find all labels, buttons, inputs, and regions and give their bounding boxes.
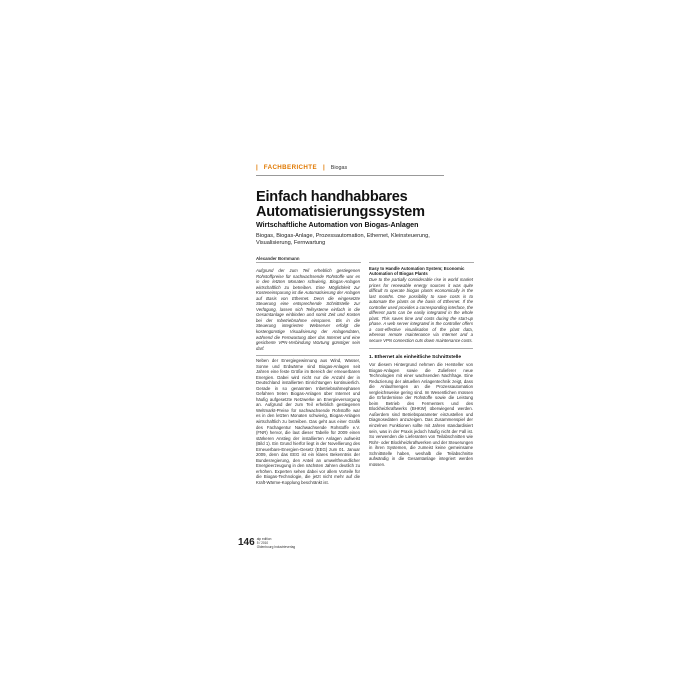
article-title-line-2: Automatisierungssystem xyxy=(256,204,425,220)
author-rule-left xyxy=(256,262,361,263)
body-text-left: Neben der Energiegewinnung aus Wind, Wasser, Sonne und Erdwärme sind Biogas-Anlagen seit Jahren eine feste Größe im Bereich der erneuerbaren Energien. Dabei wird nicht nur die Anzahl der in Deutschland installierten Einrichtungen kontinuierlich. Gerade in so genannten Inbetriebnahmephasen Gefahren treten Biogas-Anlagen über Internet und häufig aufgesetzte Netzwerke an Energieversorgung an. Aufgrund der zum Teil erheblich gestiegenen Weltmarkt-Preise für nachwachsende Rohstoffe war es in den letzten Monaten schwierig, Biogas-Anlagen wirtschaftlich zu betreiben. Das geht aus einer Grafik des Fachagentur Nachwachsende Rohstoffe e.V. (FNR) hervor, die laut dieser Tabelle für 2009 einen stärkeren Anstieg der installierten Anlagen aufweist (Bild 1). Ein Grund hierfür liegt in der Novellierung des Erneuerbare-Energien-Gesetz (EEG) zum 01. Januar 2009, denn das EEG ist ein klares Bekenntnis der Bundesregierung, den Anteil an umweltfreundlicher Energieerzeugung in den nächsten Jahren deutlich zu erhöhen. Experten sehen dabei vor allem Vorteile für die Biogas-Technologie, die jetzt nicht mehr auf die Kraft-Wärme-Kopplung beschränkt ist. xyxy=(256,358,360,486)
article-title xyxy=(256,190,506,220)
page-footer xyxy=(238,538,295,549)
article-keywords: Biogas, Biogas-Anlage, Prozessautomation, Ethernet, Kleinsteuerung, Visualisierung, Fernwartung xyxy=(256,233,430,246)
body-text-right: Vor diesem Hintergrund nehmen die Hersteller von Biogas-Anlagen sowie die Zulieferer neue Technologien mit einer wachsenden Nachfrage. Eine Reduzierung der aktuellen Anlagentechnik zeigt, dass die Anlaufmengen an die Prozessautomation vergleichsweise gering sind. Im Wesentlichen müssen die Erfordernisse der Rohstoffe sowie die Leistung beim Betrieb des Fermenters und des Blockheizkraftwerks (BHKW) überwiegend werden. Außerdem sind Betriebsparameter einzustellen und Diagnosedaten anzuzeigen. Das Zusammenspiel der einzelnen Funktionen sollte mit Jahren standardisiert sein, was in der Praxis jedoch häufig nicht der Fall ist. So verwenden die Lieferanten von Teilabschnitten wie Rühr- oder Blockheizkraftwerken und der Steuerungen in ihren Systemen, die zumeist keine gemeinsame Schnittstelle haben, weshalb die Teilabschnitte aufwändig in die Gesamtanlage integriert werden müssen. xyxy=(369,362,473,467)
author-rule-right xyxy=(369,262,474,263)
article-title-line-1: Einfach handhabbares xyxy=(256,189,408,205)
abstract-english-title: Easy to Handle Automation System; Economic Automation of Biogas Plants xyxy=(369,266,465,277)
topic-label: Biogas xyxy=(330,164,348,171)
abstract-rule-left xyxy=(256,355,360,356)
article-author: Alexander Bornmann xyxy=(256,256,300,261)
footer-info-line-1: atp edition xyxy=(256,537,272,541)
section-separator-2: | xyxy=(323,164,325,171)
abstract-german: Aufgrund der zum Teil erheblich gestiegenen Rohstoffpreise für nachwachsende Rohstoffe war es in den letzten Monaten schwierig, Biogas-Anlagen wirtschaftlich zu betreiben. Eine Möglichkeit zur Kosteneinsparung ist die Automatisierung der Anlagen auf Basis von Ethernet. Denn die eingesetzte Steuerung eine entsprechende Schnittstelle zur Verfügung, lassen sich Teilsysteme einfach in die Gesamtanlage einbinden und somit Zeit und Kosten bei der Inbetriebnahme einsparen. Bis in die Steuerung integrierten Webserver erfolgt die kostengünstige Visualisierung der Anlagendaten, während die Fernwartung über das Internet und eine gesicherte VPN-Verbindung Wartung günstiger sein darf. xyxy=(256,268,360,351)
section-heading: 1. Ethernet als einheitliche Schnittstelle xyxy=(369,355,462,360)
article-subtitle: Wirtschaftliche Automation von Biogas-Anlagen xyxy=(256,221,419,229)
abstract-english: Due to the partially considerable rise in world market prices for renewable energy sources it was quite difficult to operate biogas plants economically in the last months. One possibility to save costs is to automate the plants on the basis of Ethernet. If the controller used provides a corresponding interface, the different parts can be easily integrated in the whole plant. This saves time and costs during the start-up phase. A web server integrated in the controller offers a cost-effective visualisation of the plant data, whereas remote maintenance via Internet and a secure VPN connection cuts down maintenance costs. xyxy=(369,277,473,344)
footer-info-line-2: 5 / 2010 xyxy=(256,540,269,545)
header-rule xyxy=(256,175,444,176)
abstract-rule-right xyxy=(369,348,473,349)
page-number: 146 xyxy=(238,537,255,548)
footer-info-line-3: Oldenbourg Industrieverlag xyxy=(256,544,296,549)
section-label: FACHBERICHTE xyxy=(263,164,318,171)
section-header xyxy=(256,164,347,171)
section-separator: | xyxy=(256,164,258,171)
footer-info xyxy=(257,538,295,549)
